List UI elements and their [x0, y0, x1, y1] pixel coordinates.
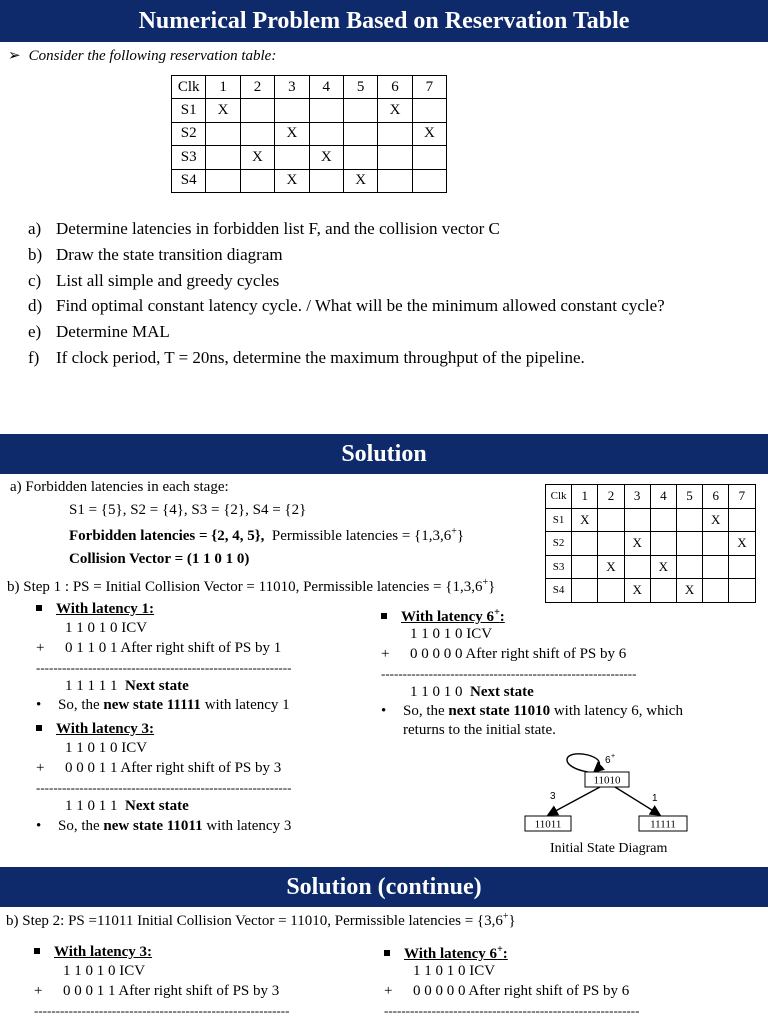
lat3-shift: 0 0 0 1 1 After right shift of PS by 3	[65, 760, 282, 776]
table-cell	[703, 555, 729, 579]
table-cell	[275, 146, 309, 169]
lat1-next-val: 1 1 1 1 1	[65, 678, 118, 694]
table-cell	[378, 169, 412, 192]
divider: -----------------------------------------------------------	[34, 1003, 290, 1018]
lat1-next-line	[65, 678, 189, 695]
page-title: Numerical Problem Based on Reservation Table	[0, 0, 768, 42]
question-label: d)	[28, 296, 43, 316]
lat3-next-line	[65, 798, 189, 815]
lat1-icv: 1 1 0 1 0 ICV	[65, 620, 148, 636]
cont-lat6-header-text: With latency 6	[404, 946, 498, 962]
cont-lat6-header	[404, 946, 508, 962]
table-cell	[378, 146, 412, 169]
table-cell: S2	[172, 122, 206, 145]
cont-lat6-header-end: :	[502, 946, 508, 962]
table-cell	[598, 579, 624, 603]
plus-sign: +	[36, 760, 45, 776]
list-item	[28, 268, 665, 294]
table-cell: S1	[172, 99, 206, 122]
step2-line	[6, 911, 516, 930]
table-cell: X	[650, 555, 676, 579]
collision-vector: Collision Vector = (1 1 0 1 0)	[69, 551, 250, 567]
state-transition-diagram	[510, 745, 700, 837]
table-cell: X	[275, 169, 309, 192]
table-cell: X	[624, 532, 650, 556]
lat3-so-bold: new state 11011	[103, 818, 203, 834]
lat6-header-end: :	[499, 609, 505, 625]
plus-sign: +	[36, 640, 45, 656]
table-cell: X	[343, 169, 377, 192]
cont-lat3-shift: 0 0 0 1 1 After right shift of PS by 3	[63, 983, 280, 999]
lat3-shift-line	[36, 760, 281, 777]
lat6-shift-line	[381, 646, 626, 663]
lat6-so-post: with latency 6, which	[550, 703, 683, 719]
questions-list	[28, 216, 665, 371]
solution-continue-banner: Solution (continue)	[0, 867, 768, 907]
table-cell	[309, 122, 343, 145]
lat6-header	[401, 609, 505, 625]
question-label: f)	[28, 347, 40, 367]
table-cell: S3	[172, 146, 206, 169]
table-row	[546, 532, 756, 556]
table-cell	[378, 122, 412, 145]
cont-lat6-header-sup: +	[497, 944, 503, 955]
list-item	[28, 345, 665, 371]
table-cell: X	[729, 532, 755, 556]
square-bullet-icon	[384, 950, 390, 956]
table-header-cell: 5	[343, 76, 377, 99]
question-label: b)	[28, 244, 43, 264]
question-label: e)	[28, 322, 42, 342]
table-header-cell: 6	[703, 485, 729, 509]
left-state-label: 11011	[534, 818, 562, 831]
table-header-cell: 3	[275, 76, 309, 99]
table-cell	[206, 169, 240, 192]
question-label: a)	[28, 219, 42, 238]
question-text: Find optimal constant latency cycle. / What will be the minimum allowed constant cycle?	[56, 296, 665, 316]
intro-text: Consider the following reservation table:	[28, 48, 277, 64]
dot-bullet-icon: •	[36, 697, 42, 713]
cont-lat6-shift: 0 0 0 0 0 After right shift of PS by 6	[413, 983, 630, 999]
question-text: List all simple and greedy cycles	[56, 270, 280, 290]
table-header-cell: 2	[240, 76, 274, 99]
table-cell: X	[676, 579, 702, 603]
reservation-table	[171, 75, 447, 193]
table-cell: S3	[546, 555, 572, 579]
table-cell	[275, 99, 309, 122]
table-cell: X	[240, 146, 274, 169]
right-edge-label: 1	[652, 793, 658, 804]
table-cell	[206, 122, 240, 145]
table-cell	[206, 146, 240, 169]
table-cell	[650, 508, 676, 532]
table-cell: S1	[546, 508, 572, 532]
square-bullet-icon	[36, 605, 42, 611]
plus-sign: +	[384, 983, 393, 999]
question-text: Determine MAL	[56, 322, 170, 342]
table-cell: X	[624, 579, 650, 603]
lat3-so-post: with latency 3	[202, 818, 292, 834]
table-cell	[624, 555, 650, 579]
loop-label-sup: +	[611, 753, 616, 760]
lat3-so-pre: So, the	[58, 818, 104, 834]
dot-bullet-icon: •	[381, 703, 387, 719]
lat1-next-label: Next state	[125, 678, 189, 694]
question-text: Draw the state transition diagram	[56, 244, 283, 264]
table-cell	[240, 99, 274, 122]
lat6-header-line	[381, 607, 505, 626]
table-cell	[412, 146, 446, 169]
lat1-so-post: with latency 1	[200, 697, 290, 713]
table-cell	[598, 532, 624, 556]
lat1-so-line	[36, 697, 290, 714]
table-cell	[240, 169, 274, 192]
divider: -----------------------------------------------------------	[381, 666, 637, 681]
table-cell	[343, 122, 377, 145]
step1-text: b) Step 1 : PS = Initial Collision Vector = 11010, Permissible latencies = {1,3,6	[7, 579, 483, 595]
intro-line	[8, 46, 276, 65]
lat3-icv: 1 1 0 1 0 ICV	[65, 740, 148, 756]
root-state-label: 11010	[593, 774, 621, 787]
table-header-cell: 7	[729, 485, 755, 509]
square-bullet-icon	[381, 613, 387, 619]
lat3-so-line	[36, 818, 291, 835]
arrow-bullet-icon: ➢	[8, 48, 21, 64]
table-cell	[412, 169, 446, 192]
lat6-shift: 0 0 0 0 0 After right shift of PS by 6	[410, 646, 627, 662]
question-text: If clock period, T = 20ns, determine the maximum throughput of the pipeline.	[56, 347, 585, 367]
table-cell: X	[703, 508, 729, 532]
table-row	[546, 579, 756, 603]
lat3-header: With latency 3:	[56, 721, 155, 737]
table-cell	[240, 122, 274, 145]
divider: -----------------------------------------------------------	[384, 1003, 640, 1018]
table-header-cell: 6	[378, 76, 412, 99]
table-cell	[309, 99, 343, 122]
table-header-cell: 1	[572, 485, 598, 509]
step1-line	[7, 577, 495, 596]
step2-sup: +	[502, 911, 509, 922]
table-cell	[412, 99, 446, 122]
cont-lat3-icv: 1 1 0 1 0 ICV	[63, 963, 146, 979]
left-edge-label: 3	[550, 791, 556, 802]
question-label: c)	[28, 270, 42, 290]
table-cell	[343, 146, 377, 169]
table-cell: X	[275, 122, 309, 145]
table-header-cell: 7	[412, 76, 446, 99]
table-cell	[703, 532, 729, 556]
table-header-cell: 1	[206, 76, 240, 99]
table-cell: X	[378, 99, 412, 122]
table-cell	[729, 555, 755, 579]
table-cell: X	[309, 146, 343, 169]
step2-text: b) Step 2: PS =11011 Initial Collision Vector = 11010, Permissible latencies = {3,6	[6, 913, 503, 929]
permissible-sup: +	[451, 526, 457, 537]
permissible-latencies: Permissible latencies = {1,3,6	[271, 528, 452, 544]
list-item	[28, 216, 665, 242]
lat6-so-line2: returns to the initial state.	[403, 722, 556, 738]
lat6-header-text: With latency 6	[401, 609, 495, 625]
cont-lat6-header-line	[384, 944, 508, 963]
lat3-next-label: Next state	[125, 798, 189, 814]
lat1-so-pre: So, the	[58, 697, 104, 713]
table-cell: S4	[172, 169, 206, 192]
table-cell	[572, 555, 598, 579]
lat6-next-label: Next state	[470, 684, 534, 700]
lat1-shift: 0 1 1 0 1 After right shift of PS by 1	[65, 640, 282, 656]
table-row	[172, 169, 447, 192]
lat1-shift-line	[36, 640, 281, 657]
table-row	[546, 508, 756, 532]
table-cell	[650, 532, 676, 556]
table-cell	[343, 99, 377, 122]
table-cell: X	[412, 122, 446, 145]
self-loop-arrow	[567, 754, 599, 772]
lat3-next-val: 1 1 0 1 1	[65, 798, 118, 814]
table-header-cell: 5	[676, 485, 702, 509]
table-cell	[729, 579, 755, 603]
table-header-row	[546, 485, 756, 509]
lat1-header-line	[36, 601, 154, 618]
permissible-end: }	[456, 528, 465, 544]
divider: -----------------------------------------------------------	[36, 660, 292, 675]
lat6-header-sup: +	[494, 607, 500, 618]
loop-label: 6	[605, 755, 611, 766]
lat1-header: With latency 1:	[56, 601, 155, 617]
step1-end: }	[488, 579, 496, 595]
question-text: Determine latencies in forbidden list F, and the collision vector C	[56, 219, 500, 238]
lat3-header-line	[36, 721, 154, 738]
cont-lat6-shift-line	[384, 983, 629, 1000]
table-cell	[572, 532, 598, 556]
table-cell	[729, 508, 755, 532]
stages-line: S1 = {5}, S2 = {4}, S3 = {2}, S4 = {2}	[69, 502, 307, 518]
table-cell	[703, 579, 729, 603]
plus-sign: +	[34, 983, 43, 999]
table-row	[172, 99, 447, 122]
diagram-caption: Initial State Diagram	[550, 841, 668, 856]
lat6-so-bold: next state 11010	[448, 703, 551, 719]
table-header-cell: 4	[309, 76, 343, 99]
right-state-label: 11111	[650, 818, 676, 831]
lat6-next-line	[410, 684, 534, 701]
solution-a-line: a) Forbidden latencies in each stage:	[10, 479, 229, 495]
table-header-cell: 4	[650, 485, 676, 509]
table-cell	[624, 508, 650, 532]
table-header-cell: 2	[598, 485, 624, 509]
table-header-cell: 3	[624, 485, 650, 509]
list-item	[28, 293, 665, 319]
dot-bullet-icon: •	[36, 818, 42, 834]
list-item	[28, 319, 665, 345]
solution-banner: Solution	[0, 434, 768, 474]
table-cell	[676, 508, 702, 532]
lat1-so-bold: new state 11111	[103, 697, 201, 713]
table-cell	[572, 579, 598, 603]
table-cell	[676, 532, 702, 556]
table-row	[546, 555, 756, 579]
cont-lat3-shift-line	[34, 983, 279, 1000]
list-item	[28, 242, 665, 268]
table-cell: S4	[546, 579, 572, 603]
cont-lat3-header-line	[34, 944, 152, 961]
lat6-so-pre: So, the	[403, 703, 449, 719]
table-cell	[598, 508, 624, 532]
forbidden-latencies: Forbidden latencies = {2, 4, 5},	[69, 528, 265, 544]
table-row	[172, 146, 447, 169]
square-bullet-icon	[36, 725, 42, 731]
table-header-cell: Clk	[546, 485, 572, 509]
table-cell: X	[598, 555, 624, 579]
lat6-so-line	[381, 703, 683, 720]
table-header-row	[172, 76, 447, 99]
edge-to-left	[548, 787, 600, 815]
step1-sup: +	[482, 577, 489, 588]
divider: -----------------------------------------------------------	[36, 780, 292, 795]
table-header-cell: Clk	[172, 76, 206, 99]
lat6-next-val: 1 1 0 1 0	[410, 684, 463, 700]
reservation-table-small	[545, 484, 756, 603]
lat6-icv: 1 1 0 1 0 ICV	[410, 626, 493, 642]
table-cell	[676, 555, 702, 579]
square-bullet-icon	[34, 948, 40, 954]
plus-sign: +	[381, 646, 390, 662]
step2-end: }	[508, 913, 516, 929]
table-cell: S2	[546, 532, 572, 556]
table-row	[172, 122, 447, 145]
table-cell	[650, 579, 676, 603]
table-cell: X	[206, 99, 240, 122]
cont-lat6-icv: 1 1 0 1 0 ICV	[413, 963, 496, 979]
forbidden-line	[69, 526, 464, 545]
cont-lat3-header: With latency 3:	[54, 944, 153, 960]
table-cell	[309, 169, 343, 192]
table-cell: X	[572, 508, 598, 532]
